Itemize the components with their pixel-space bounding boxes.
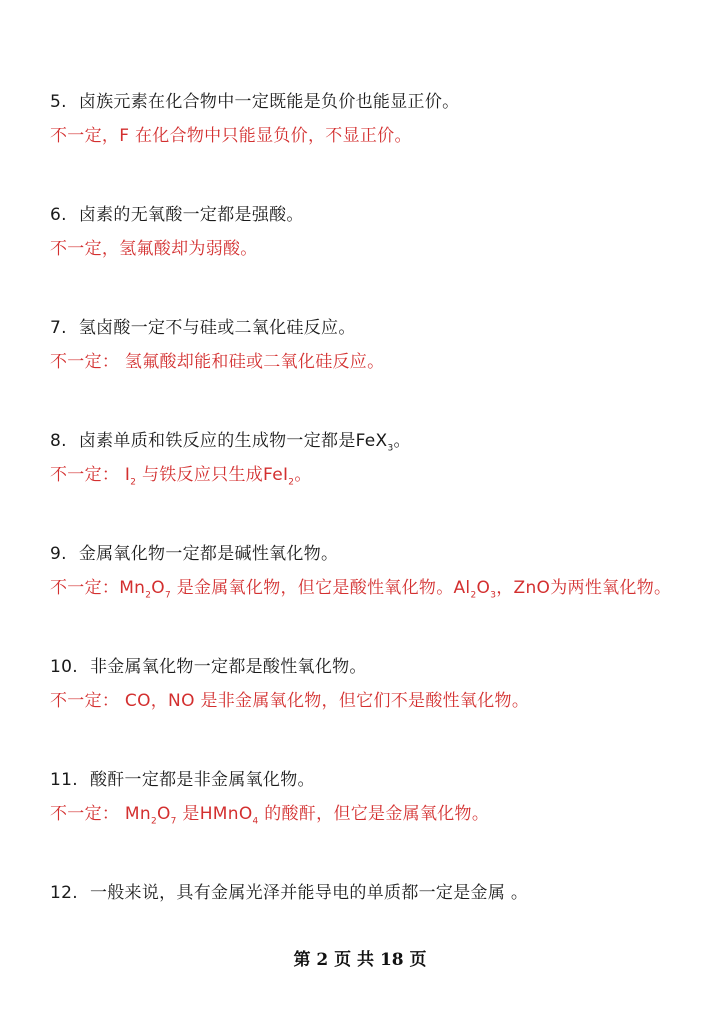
answer-text: 不一定，氢氟酸却为弱酸。 <box>50 239 258 259</box>
answer-text: ，ZnO为两性氧化物。 <box>496 578 672 598</box>
answer-text: O <box>156 804 171 824</box>
question-10 <box>50 655 367 679</box>
question-number: 11. <box>50 770 78 790</box>
question-text: 卤素单质和铁反应的生成物一定都是FeX <box>78 431 388 451</box>
subscript: 2 <box>470 590 477 601</box>
question-number: 9. <box>50 544 67 564</box>
answer-7 <box>50 350 384 374</box>
question-text: 一般来说，具有金属光泽并能导电的单质都一定是金属 。 <box>89 883 529 903</box>
answer-6 <box>50 237 258 261</box>
question-text: 卤族元素在化合物中一定既能是负价也能显正价。 <box>78 92 460 112</box>
question-text-end: 。 <box>393 431 411 451</box>
subscript: 2 <box>145 590 152 601</box>
answer-8 <box>50 463 312 494</box>
answer-text: 是HMnO <box>176 804 253 824</box>
question-text: 氢卤酸一定不与硅或二氧化硅反应。 <box>78 318 356 338</box>
question-text: 酸酐一定都是非金属氧化物。 <box>89 770 315 790</box>
answer-text: 不一定，F 在化合物中只能显负价，不显正价。 <box>50 126 412 146</box>
answer-text: O <box>476 578 491 598</box>
subscript: 3 <box>490 590 497 601</box>
question-text: 非金属氧化物一定都是酸性氧化物。 <box>89 657 367 677</box>
question-number: 7. <box>50 318 67 338</box>
subscript: 2 <box>150 816 157 827</box>
answer-text: 不一定：Mn <box>50 578 146 598</box>
question-11 <box>50 768 315 792</box>
answer-11 <box>50 802 489 833</box>
subscript: 3 <box>387 443 394 454</box>
question-number: 6. <box>50 205 67 225</box>
answer-10 <box>50 689 529 713</box>
subscript: 2 <box>130 477 137 488</box>
subscript: 7 <box>164 590 171 601</box>
question-number: 12. <box>50 883 78 903</box>
subscript: 2 <box>288 477 295 488</box>
question-5 <box>50 90 459 114</box>
question-number: 8. <box>50 431 67 451</box>
page-footer: 第 2 页 共 18 页 <box>293 950 427 970</box>
answer-text: 不一定： I <box>50 465 131 485</box>
subscript: 4 <box>252 816 259 827</box>
question-number: 5. <box>50 92 67 112</box>
question-text: 卤素的无氧酸一定都是强酸。 <box>78 205 304 225</box>
question-9 <box>50 542 338 566</box>
answer-text: 不一定： CO，NO 是非金属氧化物，但它们不是酸性氧化物。 <box>50 691 530 711</box>
question-7 <box>50 316 356 340</box>
answer-text: 不一定： 氢氟酸却能和硅或二氧化硅反应。 <box>50 352 385 372</box>
answer-text: 。 <box>294 465 312 485</box>
answer-text: 是金属氧化物，但它是酸性氧化物。Al <box>171 578 471 598</box>
answer-text: 与铁反应只生成FeI <box>136 465 289 485</box>
question-text: 金属氧化物一定都是碱性氧化物。 <box>78 544 339 564</box>
answer-text: 不一定： Mn <box>50 804 151 824</box>
answer-5 <box>50 124 412 148</box>
answer-text: O <box>151 578 165 598</box>
subscript: 7 <box>170 816 177 827</box>
answer-text: 的酸酐，但它是金属氧化物。 <box>258 804 490 824</box>
question-number: 10. <box>50 657 78 677</box>
question-6 <box>50 203 304 227</box>
question-8 <box>50 429 411 460</box>
answer-9 <box>50 576 671 607</box>
question-12 <box>50 881 528 905</box>
